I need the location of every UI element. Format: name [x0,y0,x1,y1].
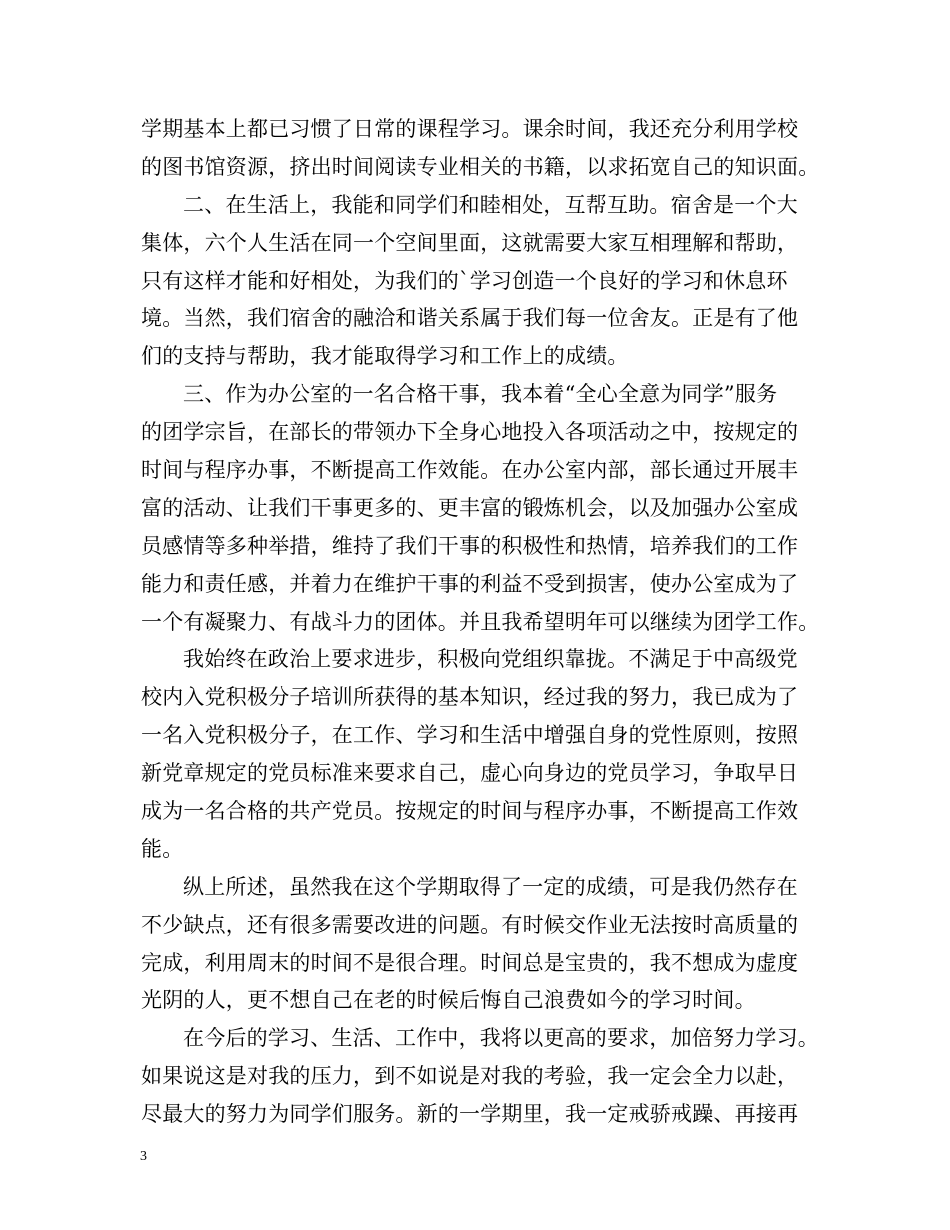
text-line: 二、在生活上，我能和同学们和睦相处，互帮互助。宿舍是一个大 [183,192,798,217]
text-line: 集体，六个人生活在同一个空间里面，这就需要大家互相理解和帮助， [141,230,799,255]
text-line: 能力和责任感，并着力在维护干事的利益不受到损害，使办公室成为了 [141,571,799,596]
body-text [141,111,821,1134]
text-line: 只有这样才能和好相处，为我们的`学习创造一个良好的学习和休息环 [141,268,788,293]
text-line: 光阴的人，更不想自己在老的时候后悔自己浪费如今的学习时间。 [141,988,756,1013]
text-line: 们的支持与帮助，我才能取得学习和工作上的成绩。 [141,344,629,369]
page-number: 3 [140,1149,147,1164]
text-line: 尽最大的努力为同学们服务。新的一学期里，我一定戒骄戒躁、再接再 [141,1102,799,1127]
text-line: 我始终在政治上要求进步，积极向党组织靠拢。不满足于中高级党 [183,647,798,672]
text-line: 一名入党积极分子，在工作、学习和生活中增强自身的党性原则，按照 [141,723,799,748]
text-line: 在今后的学习、生活、工作中，我将以更高的要求，加倍努力学习。 [183,1026,819,1051]
text-line: 一个有凝聚力、有战斗力的团体。并且我希望明年可以继续为团学工作。 [141,609,820,634]
text-line: 校内入党积极分子培训所获得的基本知识，经过我的努力，我已成为了 [141,685,799,710]
text-line: 员感情等多种举措，维持了我们干事的积极性和热情，培养我们的工作 [141,533,799,558]
text-line: 纵上所述，虽然我在这个学期取得了一定的成绩，可是我仍然存在 [183,874,798,899]
text-line: 能。 [141,836,184,861]
text-line: 富的活动、让我们干事更多的、更丰富的锻炼机会，以及加强办公室成 [141,495,799,520]
text-line: 不少缺点，还有很多需要改进的问题。有时候交作业无法按时高质量的 [141,912,799,937]
text-line: 时间与程序办事，不断提高工作效能。在办公室内部，部长通过开展丰 [141,458,799,483]
text-line: 的团学宗旨，在部长的带领办下全身心地投入各项活动之中，按规定的 [141,420,799,445]
text-line: 的图书馆资源，挤出时间阅读专业相关的书籍，以求拓宽自己的知识面。 [141,154,820,179]
text-line: 如果说这是对我的压力，到不如说是对我的考验，我一定会全力以赴， [141,1064,799,1089]
text-line: 学期基本上都已习惯了日常的课程学习。课余时间，我还充分利用学校 [141,117,799,141]
text-line: 境。当然，我们宿舍的融洽和谐关系属于我们每一位舍友。正是有了他 [141,306,799,331]
text-line: 三、作为办公室的一名合格干事，我本着“全心全意为同学”服务 [183,382,778,407]
text-line: 成为一名合格的共产党员。按规定的时间与程序办事，不断提高工作效 [141,799,799,824]
text-line: 完成，利用周末的时间不是很合理。时间总是宝贵的，我不想成为虚度 [141,950,799,975]
text-line: 新党章规定的党员标准来要求自己，虚心向身边的党员学习，争取早日 [141,761,799,786]
